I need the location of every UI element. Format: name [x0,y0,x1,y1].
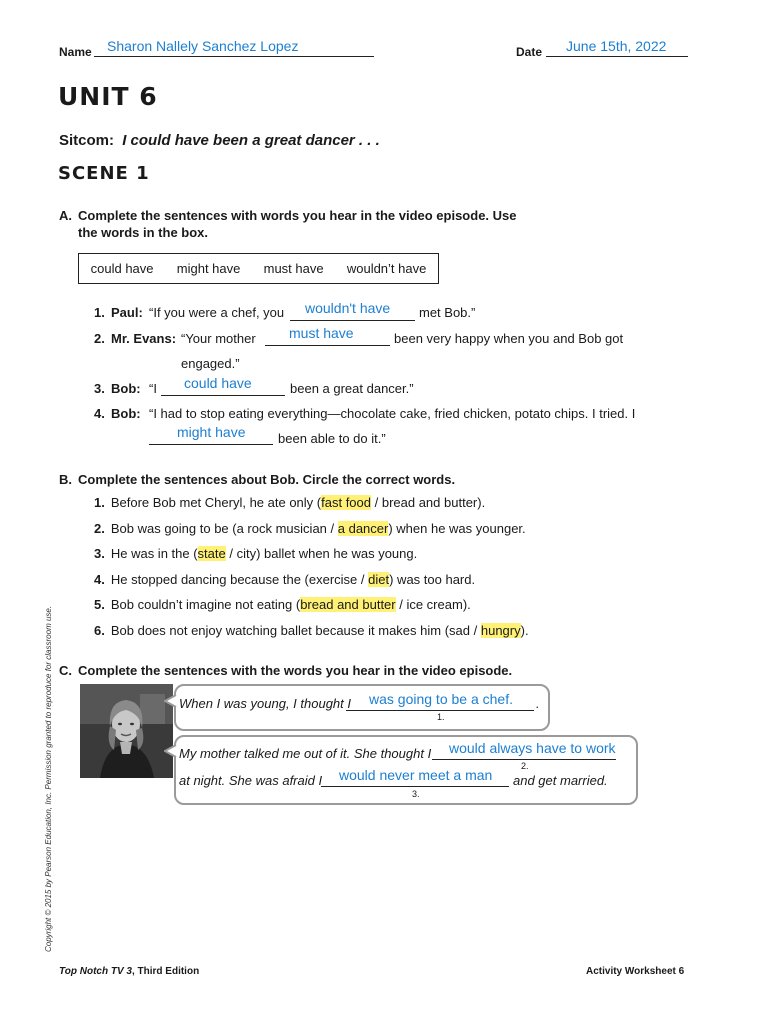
b-item [94,597,471,612]
b-option[interactable]: a rock musician [236,521,327,536]
footer-book [59,966,199,977]
word-box [78,253,439,284]
a-item-text: engaged.” [181,356,240,371]
b-item-text: ). [462,597,471,612]
woman-portrait-icon [80,684,173,778]
b-item-separator: / [225,546,237,561]
b-option[interactable]: exercise [308,572,358,587]
a-item-number: 2. [94,331,105,346]
b-option[interactable]: bread and butter [381,495,478,510]
b-item-separator: / [371,495,382,510]
answer-line [161,395,285,396]
a-item-text: met Bob.” [419,305,476,320]
b-option[interactable]: sad [449,623,471,638]
date-field[interactable]: June 15th, 2022 [566,38,667,54]
blank-number: 1. [437,712,445,722]
section-b-letter: B. [59,472,72,487]
b-option-selected[interactable]: state [197,546,226,561]
b-item-text: Bob was going to be ( [110,521,237,536]
b-option[interactable]: ice cream [406,597,463,612]
b-item-separator: / [326,521,338,536]
date-line [546,56,688,57]
b-item-number: 3. [94,546,105,561]
unit-title: UNIT 6 [58,82,158,111]
answer-line [321,786,509,787]
b-item-separator: / [395,597,407,612]
b-item-number: 1. [94,495,105,510]
footer-book-edition: , Third Edition [131,966,200,977]
a-item-speaker: Paul: [111,305,143,320]
b-option-selected[interactable]: diet [368,572,390,587]
section-a-letter: A. [59,208,72,223]
name-label: Name [59,45,92,59]
b-option[interactable]: city [236,546,257,561]
section-c-instruction: Complete the sentences with the words you hear in the video episode. [78,663,513,678]
b-option-selected[interactable]: bread and butter [300,597,396,612]
section-a-instruction [78,207,538,241]
word-box-item: could have [90,261,154,276]
sitcom-label: Sitcom: [59,132,115,149]
b-item-text: ) was too hard. [389,572,476,587]
b-item [94,546,417,561]
section-b-instruction: Complete the sentences about Bob. Circle the correct words. [78,472,456,487]
b-option-selected[interactable]: a dancer [337,521,389,536]
b-item-number: 2. [94,521,105,536]
b-item-number: 4. [94,572,105,587]
section-c-letter: C. [59,663,72,678]
b-item-separator: / [470,623,481,638]
b-option-selected[interactable]: fast food [321,495,371,510]
answer-field[interactable]: was going to be a chef. [369,691,513,707]
a-item-number: 4. [94,406,105,421]
b-item-separator: / [357,572,369,587]
bubble-text: My mother talked me out of it. She thought I [179,746,432,761]
a-item-number: 1. [94,305,105,320]
answer-field[interactable]: would never meet a man [339,767,493,783]
b-item-number: 5. [94,597,105,612]
footer-worksheet: Activity Worksheet 6 [586,966,685,977]
bubble-text: . [536,696,540,711]
character-photo [80,684,173,778]
b-item-text: He was in the ( [110,546,198,561]
a-item-speaker: Bob: [111,406,141,421]
b-item-text: Bob couldn’t imagine not eating ( [110,597,301,612]
b-item-text: ). [520,623,529,638]
a-item-text: “I had to stop eating everything—chocolate cake, fried chicken, potato chips. I tried. I [149,406,636,421]
b-item-text: ). [477,495,486,510]
bubble-text: and get married. [513,773,608,788]
b-item-text: Before Bob met Cheryl, he ate only ( [110,495,322,510]
answer-field[interactable]: might have [177,424,246,440]
answer-line [149,444,273,445]
b-item-number: 6. [94,623,105,638]
b-option-selected[interactable]: hungry [480,623,521,638]
b-item [94,572,475,587]
sitcom-title: I could have been a great dancer . . . [122,132,380,149]
a-item-text: “Your mother [181,331,256,346]
word-box-item: might have [176,261,241,276]
answer-line [265,345,390,346]
bubble-text: When I was young, I thought I [179,696,351,711]
a-item-number: 3. [94,381,105,396]
b-item [94,495,485,510]
word-box-item: must have [263,261,324,276]
name-field[interactable]: Sharon Nallely Sanchez Lopez [107,38,299,54]
b-item [94,521,526,536]
sitcom-heading [59,132,380,149]
b-item-text: ) ballet when he was young. [256,546,418,561]
blank-number: 2. [521,761,529,771]
a-item-text: been able to do it.” [278,431,386,446]
date-label: Date [516,45,543,59]
a-item-text: been a great dancer.” [290,381,414,396]
a-item-speaker: Mr. Evans: [111,331,177,346]
a-item-speaker: Bob: [111,381,141,396]
answer-line [432,759,616,760]
scene-title: SCENE 1 [58,163,150,184]
footer-book-title: Top Notch TV 3 [59,966,132,977]
a-item-text: been very happy when you and Bob got [394,331,624,346]
answer-field[interactable]: wouldn't have [305,300,391,316]
a-item-text: “If you were a chef, you [149,305,285,320]
bubble-pointer-icon [164,694,178,708]
bubble-text: at night. She was afraid I [179,773,323,788]
name-line [94,56,374,57]
b-item-text: ) when he was younger. [388,521,526,536]
section-a-instruction-line1: Complete the sentences with words you hear in the video episode. Use [78,208,517,223]
copyright-notice: Copyright © 2015 by Pearson Education, Inc. Permission granted to reproduce for classroom use. [44,605,53,952]
b-item-text: Bob does not enjoy watching ballet because it makes him ( [110,623,450,638]
b-item-text: He stopped dancing because the ( [110,572,309,587]
answer-field[interactable]: would always have to work [449,740,616,756]
answer-field[interactable]: could have [184,375,252,391]
b-item [94,623,529,638]
answer-field[interactable]: must have [289,325,354,341]
answer-line [290,320,415,321]
bubble-pointer-icon [164,744,178,758]
word-box-item: wouldn’t have [346,261,427,276]
section-a-instruction-line2: the words in the box. [78,225,209,240]
a-item-text: “I [149,381,157,396]
blank-number: 3. [412,789,420,799]
answer-line [346,710,534,711]
